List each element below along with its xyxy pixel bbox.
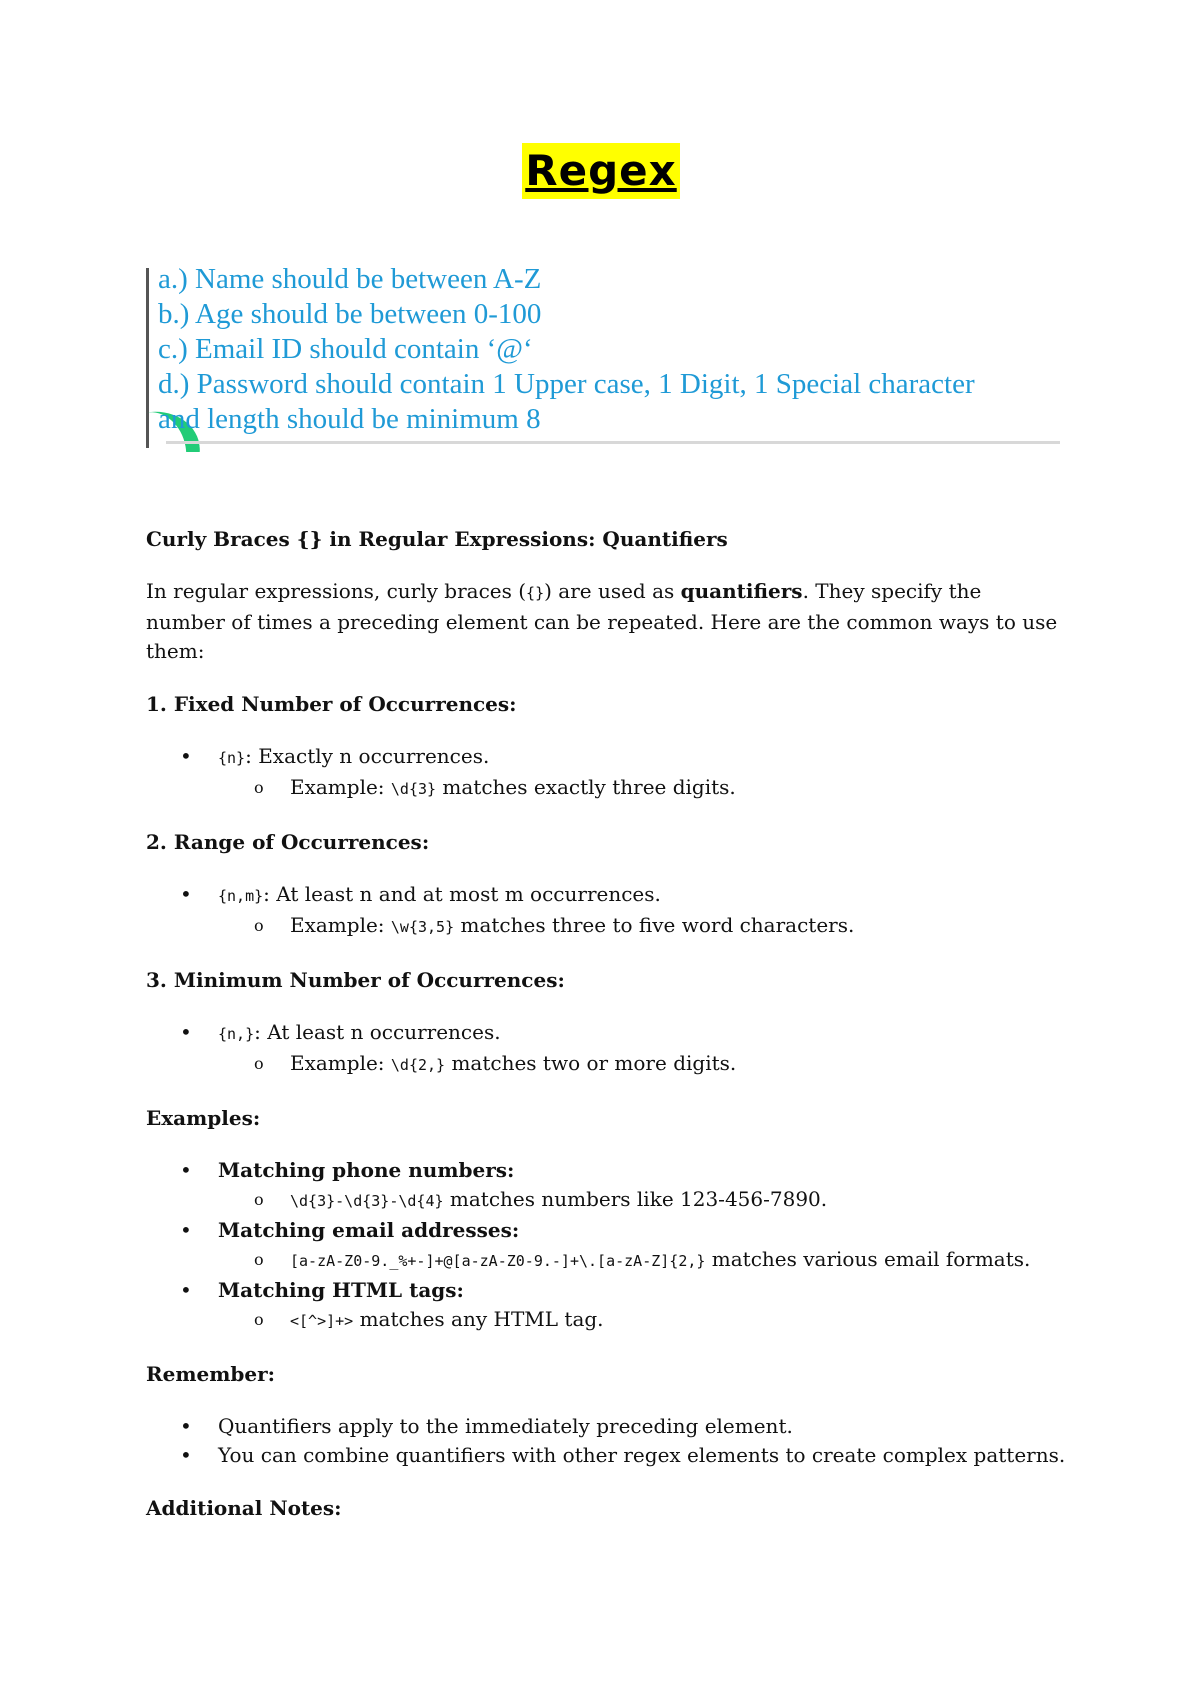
- page-title: Regex: [522, 143, 679, 199]
- intro-paragraph: [146, 577, 1066, 666]
- requirement-line: d.) Password should contain 1 Upper case, 1 Digit, 1 Special character: [158, 368, 975, 400]
- sub-list-item: [290, 1245, 1066, 1276]
- intro-code: {}: [526, 584, 545, 602]
- email-code: [a-zA-Z0-9._%+-]+@[a-zA-Z0-9.-]+\.[a-zA-Z]{2,}: [290, 1252, 706, 1270]
- sub-list-item: [290, 773, 1066, 804]
- list-item: [218, 1216, 1066, 1276]
- section1-list: [146, 742, 1066, 804]
- requirements-list: [158, 262, 975, 437]
- list-item: [218, 1276, 1066, 1336]
- html-code: <[^>]+>: [290, 1312, 354, 1330]
- section3-heading: 3. Minimum Number of Occurrences:: [146, 968, 565, 992]
- section1-heading: 1. Fixed Number of Occurrences:: [146, 692, 517, 716]
- main-heading: Curly Braces {} in Regular Expressions: Quantifiers: [146, 527, 728, 551]
- list-item: [218, 880, 1066, 942]
- item-code: {n}: [218, 749, 246, 767]
- sub-list: [218, 1245, 1066, 1276]
- example-code: \w{3,5}: [390, 918, 455, 936]
- email-label: Matching email addresses:: [218, 1218, 520, 1242]
- list-item: • You can combine quantifiers with other regex elements to create complex patterns.: [218, 1441, 1066, 1470]
- phone-text: matches numbers like 123-456-7890.: [443, 1187, 828, 1211]
- example-text: matches three to five word characters.: [454, 913, 855, 937]
- intro-bold: quantifiers: [680, 579, 803, 603]
- example-prefix: Example:: [290, 913, 391, 937]
- phone-code: \d{3}-\d{3}-\d{4}: [290, 1192, 444, 1210]
- intro-text: ) are used as: [544, 579, 681, 603]
- sub-list-item: [290, 911, 1066, 942]
- document-page: [146, 0, 1066, 1696]
- item-code: {n,}: [218, 1025, 255, 1043]
- section3-list: [146, 1018, 1066, 1080]
- sub-list: [218, 1305, 1066, 1336]
- list-item: [218, 1156, 1066, 1216]
- examples-heading: Examples:: [146, 1106, 261, 1130]
- main-content: [146, 525, 1066, 1522]
- example-prefix: Example:: [290, 1051, 391, 1075]
- example-text: matches exactly three digits.: [436, 775, 736, 799]
- list-item: • Quantifiers apply to the immediately preceding element.: [218, 1412, 1066, 1441]
- phone-label: Matching phone numbers:: [218, 1158, 515, 1182]
- section2-heading: 2. Range of Occurrences:: [146, 830, 430, 854]
- item-text: : At least n and at most m occurrences.: [263, 882, 661, 906]
- list-item: [218, 1018, 1066, 1080]
- html-text: matches any HTML tag.: [353, 1307, 604, 1331]
- requirement-line: and length should be minimum 8: [158, 403, 541, 435]
- title-wrap: [146, 143, 1056, 199]
- additional-notes-heading: Additional Notes:: [146, 1496, 342, 1520]
- intro-text: . They specify the number of times a preceding element can be repeated. Here are the common ways to use them:: [146, 579, 1058, 663]
- examples-list: [146, 1156, 1066, 1336]
- sub-list-item: [290, 1185, 1066, 1216]
- sub-list: [218, 911, 1066, 942]
- requirement-line: c.) Email ID should contain ‘@‘: [158, 333, 533, 365]
- section2-list: [146, 880, 1066, 942]
- html-label: Matching HTML tags:: [218, 1278, 464, 1302]
- remember-list: [146, 1412, 1066, 1470]
- image-bottom-rule: [166, 441, 1060, 444]
- example-code: \d{2,}: [390, 1056, 446, 1074]
- example-text: matches two or more digits.: [445, 1051, 737, 1075]
- example-code: \d{3}: [390, 780, 437, 798]
- intro-text: In regular expressions, curly braces (: [146, 579, 527, 603]
- sub-list: [218, 1185, 1066, 1216]
- item-text: : At least n occurrences.: [254, 1020, 501, 1044]
- email-text: matches various email formats.: [705, 1247, 1031, 1271]
- example-prefix: Example:: [290, 775, 391, 799]
- item-code: {n,m}: [218, 887, 264, 905]
- sub-list: [218, 773, 1066, 804]
- requirement-line: b.) Age should be between 0-100: [158, 298, 542, 330]
- sub-list-item: [290, 1049, 1066, 1080]
- requirement-line: a.) Name should be between A-Z: [158, 263, 542, 295]
- sub-list: [218, 1049, 1066, 1080]
- sub-list-item: [290, 1305, 1066, 1336]
- remember-heading: Remember:: [146, 1362, 276, 1386]
- list-item: [218, 742, 1066, 804]
- requirements-image: [146, 262, 1060, 452]
- item-text: : Exactly n occurrences.: [245, 744, 490, 768]
